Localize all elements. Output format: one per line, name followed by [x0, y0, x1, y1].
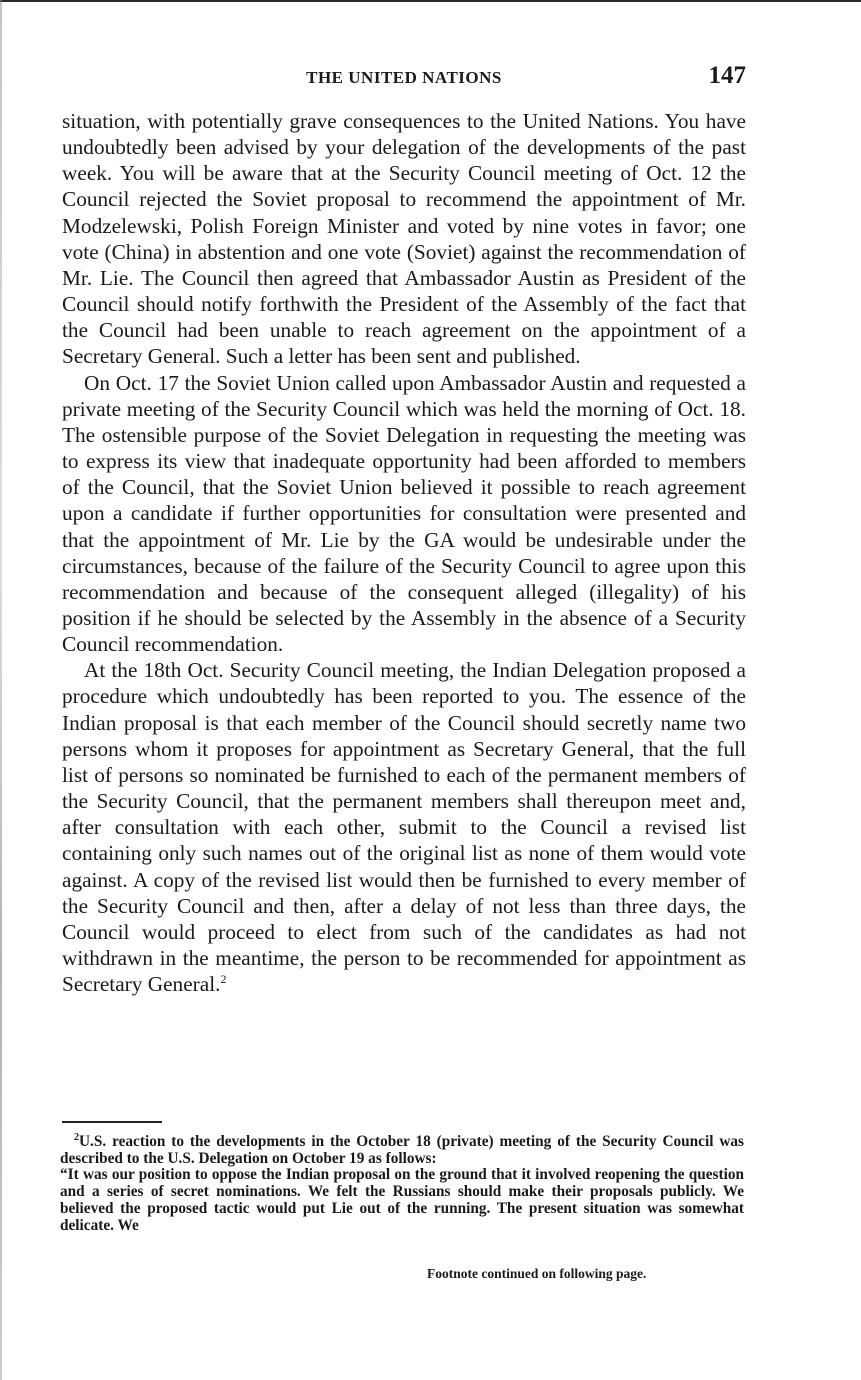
paragraph-1: situation, with potentially grave consequences to the United Nations. You have undoubtedly been advised by your delegation of the developments of the past week. You will be aware that at the Security Council meeting of Oct. 12 the Council rejected the Soviet proposal to recommend the appointment of Mr. Modzelewski, Polish Foreign Minister and voted by nine votes in favor; one vote (China) in abstention and one vote (Soviet) against the recommendation of Mr. Lie. The Council then agreed that Ambassador Austin as President of the Council should notify forthwith the President of the Assembly of the fact that the Council had been unable to reach agreement on the appointment of a Secretary General. Such a letter has been sent and published.	[62, 109, 746, 369]
footnote-mark: 2	[74, 1131, 79, 1143]
footnote-continued-note: Footnote continued on following page.	[427, 1266, 647, 1281]
paragraph-3	[62, 657, 746, 997]
footnote-reference: 2	[220, 972, 227, 987]
page-number: 147	[708, 62, 746, 89]
paragraph-3-text: At the 18th Oct. Security Council meeting, the Indian Delegation proposed a procedure which undoubtedly has been reported to you. The essence of the Indian proposal is that each member of the Council should secretly name two persons whom it proposes for appointment as Secretary General, that the full list of persons so nominated be furnished to each of the permanent members of the Security Council, that the permanent members shall thereupon meet and, after consultation with each other, submit to the Council a revised list containing only such names out of the original list as none of them would vote against. A copy of the revised list would then be furnished to every member of the Security Council and then, after a delay of not less than three days, the Council would proceed to elect from such of the candidates as had not withdrawn in the meantime, the person to be recommended for appointment as Secretary General.	[62, 658, 746, 997]
top-edge-rule	[0, 0, 861, 2]
footnote-text-1: U.S. reaction to the developments in the October 18 (private) meeting of the Security Council was described to the U.S. Delegation on October 19 as follows:	[60, 1133, 744, 1167]
footnote-paragraph-2: “It was our position to oppose the Indian proposal on the ground that it involved reopening the question and a series of secret nominations. We felt the Russians should make their proposals publicly. We believed the proposed tactic would put Lie out of the running. The present situation was somewhat delicate. We	[60, 1166, 744, 1234]
footnote	[60, 1131, 744, 1234]
running-title: THE UNITED NATIONS	[306, 68, 502, 87]
paragraph-2: On Oct. 17 the Soviet Union called upon Ambassador Austin and requested a private meeting of the Security Council which was held the morning of Oct. 18. The ostensible purpose of the Soviet Delegation in requesting the meeting was to express its view that inadequate opportunity had been afforded to members of the Council, that the Soviet Union believed it possible to reach agreement upon a candidate if further opportunities for consultation were presented and that the appointment of Mr. Lie by the GA would be undesirable under the circumstances, because of the failure of the Security Council to agree upon this recommendation and because of the consequent alleged (illegality) of his position if he should be selected by the Assembly in the absence of a Security Council recommendation.	[62, 370, 746, 657]
footnote-paragraph-1	[60, 1131, 744, 1167]
footnote-rule	[62, 1121, 162, 1123]
page-left-edge	[0, 0, 2, 1380]
body-text	[62, 108, 746, 997]
running-head	[62, 62, 746, 96]
